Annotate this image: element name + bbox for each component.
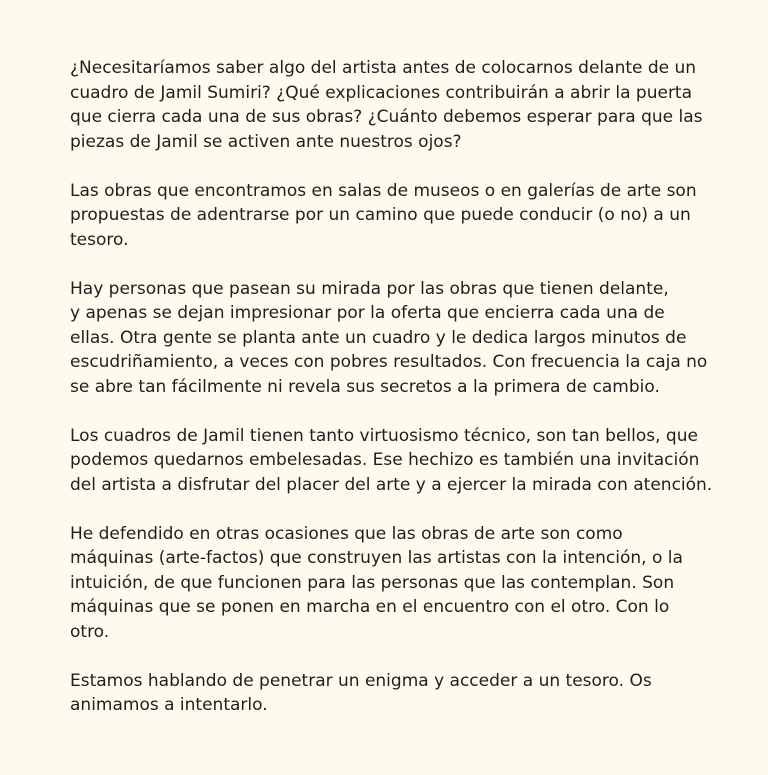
text-line: máquinas que se ponen en marcha en el encuentro con el otro. Con lo [70, 597, 670, 617]
text-line: Estamos hablando de penetrar un enigma y acceder a un tesoro. Os [70, 670, 652, 691]
text-line: ¿Necesitaríamos saber algo del artista antes de colocarnos delante de un [70, 58, 697, 78]
text-line: podemos quedarnos embelesadas. Ese hechizo es también una invitación [70, 450, 700, 470]
text-line: intuición, de que funcionen para las personas que las contemplan. Son [70, 572, 675, 593]
text-line: que cierra cada una de sus obras? ¿Cuánto debemos esperar para que las [70, 107, 703, 127]
paragraph-5 [70, 522, 710, 645]
text-line: escudriñamiento, a veces con pobres resultados. Con frecuencia la caja no [70, 352, 708, 372]
body-text [70, 56, 713, 742]
text-line: animamos a intentarlo. [70, 695, 268, 715]
text-line: piezas de Jamil se activen ante nuestros ojos? [70, 131, 462, 152]
text-line: se abre tan fácilmente ni revela sus secretos a la primera de cambio. [70, 376, 660, 397]
text-line: Hay personas que pasean su mirada por las obras que tienen delante, [70, 278, 669, 299]
text-line: cuadro de Jamil Sumiri? ¿Qué explicaciones contribuirán a abrir la puerta [70, 82, 693, 103]
paragraph-6 [70, 669, 710, 718]
paragraph-3 [70, 277, 710, 400]
text-line: ellas. Otra gente se planta ante un cuadro y le dedica largos minutos de [70, 327, 687, 348]
text-line: tesoro. [70, 229, 129, 250]
paragraph-4 [70, 424, 713, 498]
text-line: He defendido en otras ocasiones que las obras de arte son como [70, 523, 623, 544]
paragraph-2 [70, 179, 710, 253]
text-line: otro. [70, 621, 110, 642]
text-line: Las obras que encontramos en salas de museos o en galerías de arte son [70, 180, 697, 201]
text-line: propuestas de adentrarse por un camino que puede conducir (o no) a un [70, 205, 691, 225]
text-line: máquinas (arte-factos) que construyen las artistas con la intención, o la [70, 548, 683, 568]
text-line: y apenas se dejan impresionar por la oferta que encierra cada una de [70, 303, 665, 323]
text-line: Los cuadros de Jamil tienen tanto virtuosismo técnico, son tan bellos, que [70, 425, 698, 446]
paragraph-1 [70, 56, 710, 154]
text-line: del artista a disfrutar del placer del arte y a ejercer la mirada con atención. [70, 474, 713, 495]
